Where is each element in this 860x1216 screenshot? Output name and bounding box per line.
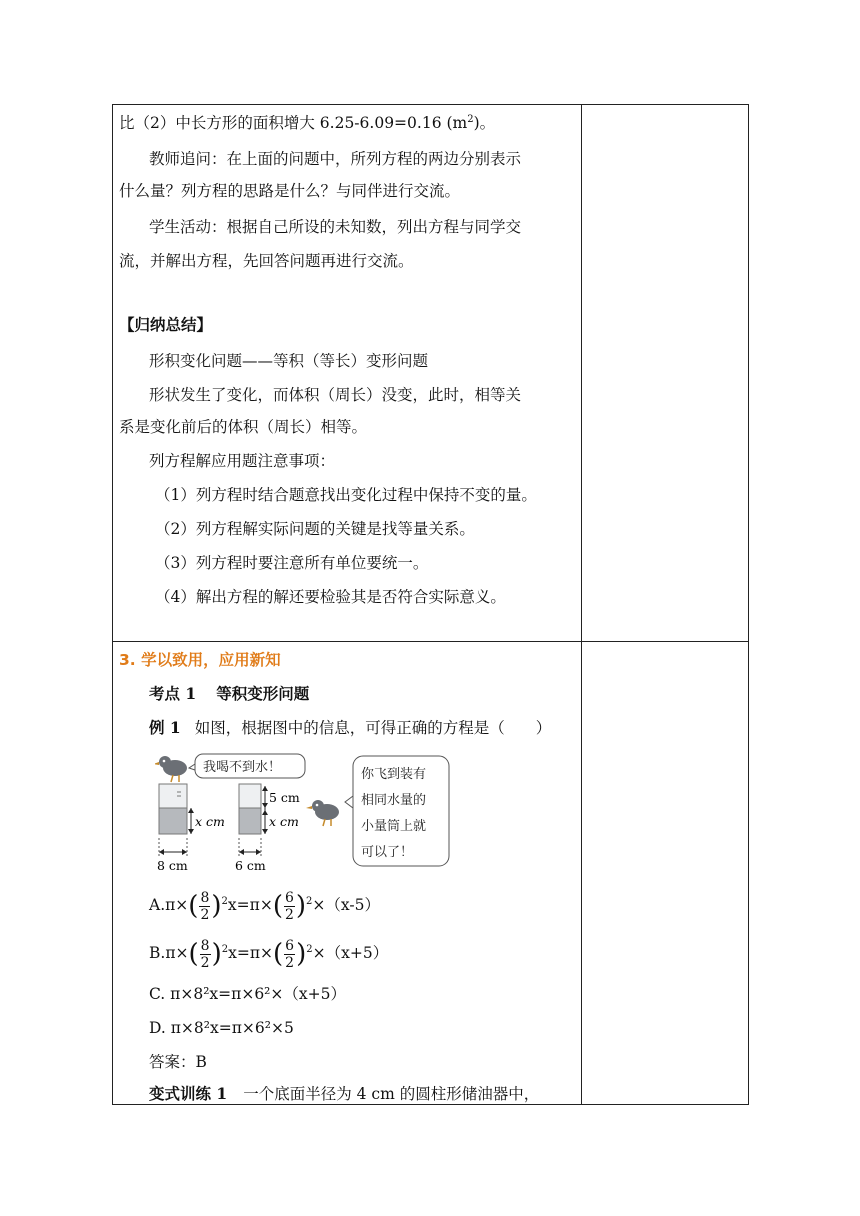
note-item-2: （2）列方程解实际问题的关键是找等量关系。	[155, 520, 475, 538]
notes-cell	[582, 642, 749, 1105]
content-cell	[113, 105, 582, 642]
summary-paragraph-line1: 形状发生了变化，而体积（周长）没变，此时，相等关	[149, 386, 522, 404]
answer-line: 答案：B	[149, 1053, 207, 1071]
cylinder-narrow	[239, 784, 268, 856]
student-activity-line1: 学生活动：根据自己所设的未知数，列出方程与同学交	[149, 218, 522, 236]
notes-cell	[582, 105, 749, 642]
cylinder-wide	[159, 784, 194, 856]
option-c: C. π×8²x=π×6²×（x+5）	[149, 985, 346, 1003]
kaodian-line: 考点 1 等积变形问题	[149, 684, 310, 703]
speech-right-line4: 可以了！	[361, 845, 414, 860]
lesson-table	[112, 104, 749, 1105]
speech-right-line3: 小量筒上就	[361, 819, 427, 834]
summary-paragraph-line2: 系是变化前后的体积（周长）相等。	[119, 418, 368, 436]
label-x-wide: x cm	[195, 814, 225, 829]
option-d: D. π×8²x=π×6²×5	[149, 1019, 294, 1037]
bird-left-icon	[155, 756, 187, 782]
speech-left-text: 我喝不到水！	[203, 760, 282, 775]
option-a: A.π×( $\frac{8}{2}$ )$^2$x=π×( $\frac{6}{2}$ )$^2$×（x-5）	[149, 889, 380, 923]
table-row	[113, 642, 749, 1105]
section-heading: 3. 学以致用，应用新知	[119, 651, 281, 669]
label-5cm: 5 cm	[269, 790, 300, 805]
teacher-question-line1: 教师追问：在上面的问题中，所列方程的两边分别表示	[149, 150, 522, 168]
bird-right-icon	[306, 800, 339, 826]
area-increase-line: 比（2）中长方形的面积增大 6.25-6.09=0.16 $(m^2)$。	[119, 114, 496, 132]
option-b: B.π×( $\frac{8}{2}$ )$^2$x=π×( $\frac{6}{2}$ )$^2$×（x+5）	[149, 937, 389, 971]
speech-right-line1: 你飞到装有	[361, 767, 427, 782]
summary-heading: 【归纳总结】	[119, 316, 213, 334]
speech-right-line2: 相同水量的	[361, 793, 427, 808]
note-item-3: （3）列方程时要注意所有单位要统一。	[155, 554, 429, 572]
label-6cm: 6 cm	[235, 858, 266, 872]
summary-title: 形积变化问题——等积（等长）变形问题	[149, 352, 429, 370]
student-activity-line2: 流，并解出方程，先回答问题再进行交流。	[119, 252, 414, 270]
teacher-question-line2: 什么量？列方程的思路是什么？与同伴进行交流。	[119, 182, 461, 200]
content-cell	[113, 642, 582, 1105]
note-item-1: （1）列方程时结合题意找出变化过程中保持不变的量。	[155, 486, 537, 504]
note-item-4: （4）解出方程的解还要检验其是否符合实际意义。	[155, 588, 506, 606]
cylinder-illustration	[155, 752, 455, 872]
example-line: 例 1 如图，根据图中的信息，可得正确的方程是（ ）	[149, 718, 552, 737]
cylinder-figure	[155, 752, 455, 872]
label-8cm: 8 cm	[157, 858, 188, 872]
variant-training-line: 变式训练 1 一个底面半径为 4 cm 的圆柱形储油器中，	[149, 1084, 540, 1103]
table-row	[113, 105, 749, 642]
label-x-narrow: x cm	[269, 814, 299, 829]
notes-title: 列方程解应用题注意事项：	[149, 452, 336, 470]
